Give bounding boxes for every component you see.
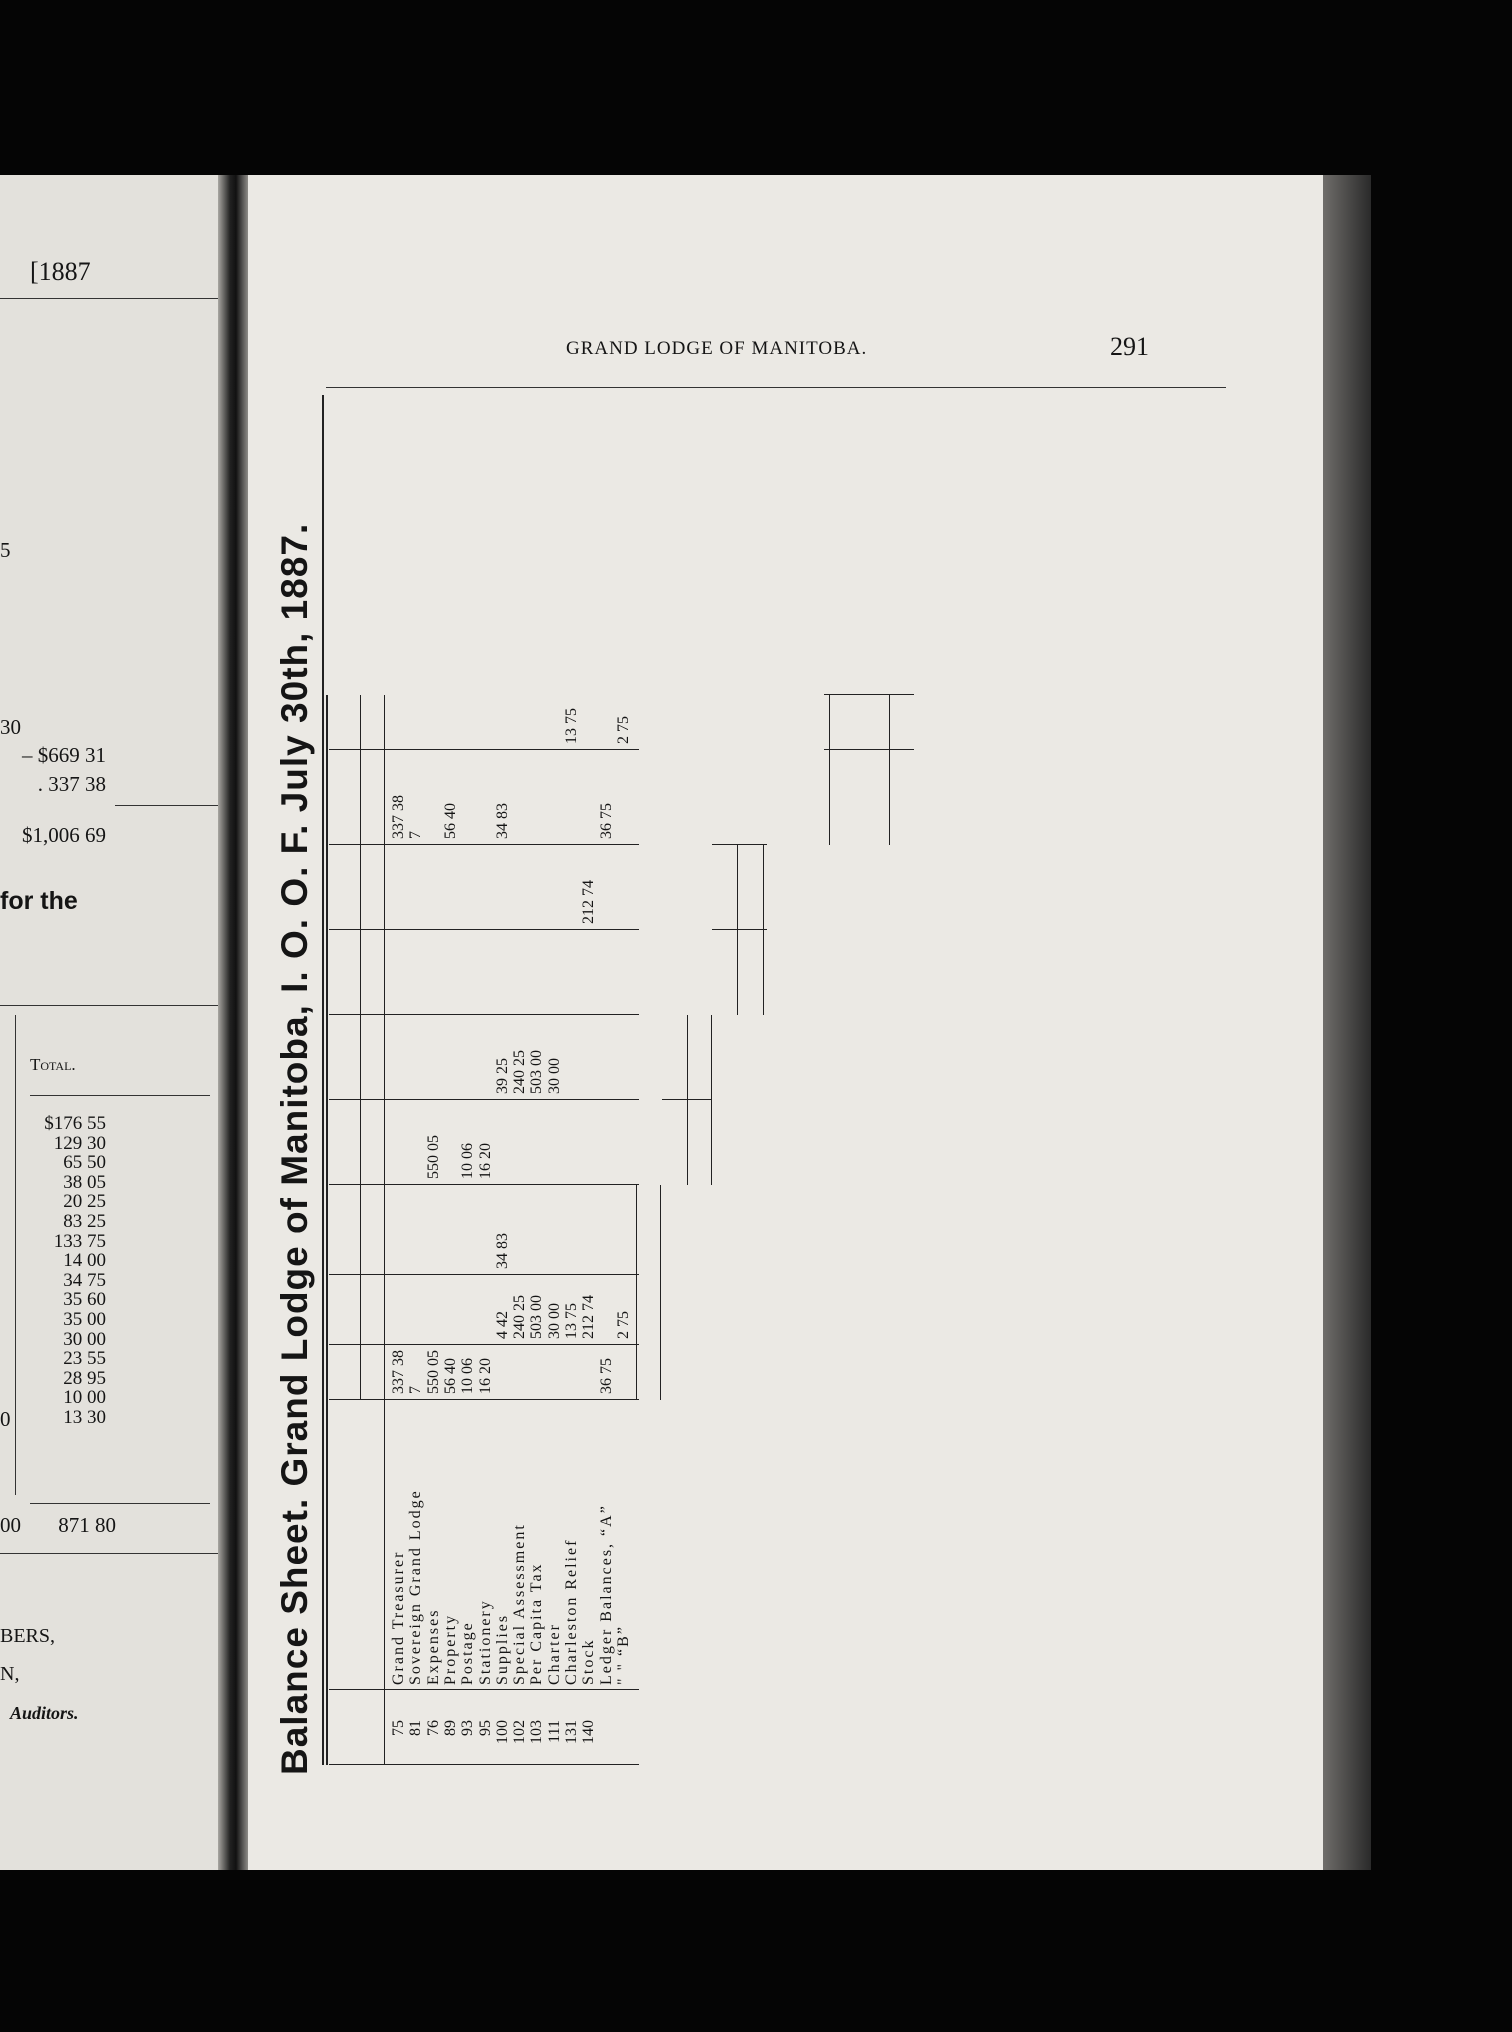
row-fol: 100	[493, 1720, 511, 1744]
total-rule	[763, 845, 764, 1015]
left-total-value: 133 75	[53, 1230, 106, 1252]
row-fol: 89	[441, 1720, 459, 1736]
row-amount: 240 25	[511, 1050, 529, 1094]
title-rule	[322, 395, 324, 1765]
row-amount: 240 25	[511, 1295, 529, 1339]
balance-sheet	[274, 395, 1034, 1775]
page-edge-shadow	[1323, 175, 1371, 1870]
table-vrule	[329, 749, 639, 750]
total-rule	[829, 695, 830, 845]
row-account-name: Ledger Balances, “A”	[597, 1504, 615, 1685]
total-rule	[687, 1015, 688, 1185]
row-amount: 337 38	[390, 795, 407, 839]
left-for-the: for the	[0, 887, 78, 915]
table-vrule	[329, 1689, 639, 1690]
table-vrule	[329, 1399, 639, 1400]
header-subrule	[360, 695, 361, 1400]
right-page	[248, 175, 1323, 1870]
row-amount: 10 06	[459, 1358, 477, 1394]
left-total-value: 10 00	[63, 1387, 106, 1409]
row-account-name: " " “B”	[614, 1625, 632, 1685]
row-amount: 550 05	[424, 1135, 442, 1179]
table-vrule	[329, 844, 639, 845]
row-account-name: Supplies	[493, 1613, 511, 1685]
row-amount: 2 75	[614, 1311, 632, 1339]
balance-sheet-rotated	[274, 395, 1034, 1775]
row-account-name: Expenses	[424, 1608, 442, 1685]
table-vrule	[329, 1014, 639, 1015]
row-amount: 7	[407, 831, 425, 839]
row-amount: 30 00	[545, 1058, 563, 1094]
left-rule	[30, 1095, 210, 1096]
row-amount: 13 75	[563, 1303, 580, 1339]
row-amount: 36 75	[597, 1358, 615, 1394]
left-total-value: 65 50	[63, 1152, 106, 1174]
left-signature: BERS,	[0, 1625, 56, 1647]
left-frag: 5	[0, 538, 11, 562]
row-fol: 102	[511, 1720, 529, 1744]
left-vrule	[15, 1015, 16, 1495]
left-rule	[0, 298, 218, 299]
left-total-value: 14 00	[63, 1250, 106, 1272]
left-total-value: 20 25	[63, 1191, 106, 1213]
left-rule	[30, 1503, 210, 1504]
left-total-header: Total.	[30, 1055, 76, 1074]
left-auditors: Auditors.	[10, 1703, 79, 1723]
table-vrule	[329, 1274, 639, 1275]
row-amount: 2 75	[614, 716, 632, 744]
row-fol: 95	[476, 1720, 494, 1736]
left-rule	[0, 1005, 218, 1006]
row-amount: 34 83	[493, 803, 511, 839]
total-rule	[636, 1185, 637, 1400]
row-account-name: Stock	[580, 1638, 598, 1685]
row-account-name: Special Assessment	[511, 1523, 529, 1685]
row-account-name: Postage	[459, 1621, 477, 1685]
table-vrule	[329, 1099, 639, 1100]
left-signature: N,	[0, 1663, 20, 1685]
header-rule	[326, 387, 1226, 388]
row-amount: 7	[407, 1386, 425, 1394]
row-amount: 16 20	[476, 1358, 494, 1394]
left-total-value: 23 55	[63, 1348, 106, 1370]
left-sum-b: . 337 38	[37, 772, 106, 796]
table-vrule	[824, 749, 914, 750]
row-amount: 56 40	[441, 1358, 459, 1394]
left-total-value: 35 60	[63, 1289, 106, 1311]
row-amount: 30 00	[545, 1303, 563, 1339]
row-fol: 131	[563, 1720, 580, 1744]
row-fol: 111	[545, 1720, 563, 1743]
header-rule	[384, 695, 385, 1765]
left-total-value: 129 30	[53, 1132, 106, 1154]
row-fol: 93	[459, 1720, 477, 1736]
left-total-value: 34 75	[63, 1269, 106, 1291]
left-frag: 30	[0, 715, 21, 739]
row-fol: 140	[580, 1720, 598, 1744]
row-amount: 503 00	[528, 1295, 546, 1339]
left-grand-total: 871 80	[58, 1513, 116, 1537]
row-amount: 34 83	[493, 1233, 511, 1269]
left-total-value: 38 05	[63, 1171, 106, 1193]
left-frag: 00	[0, 1513, 21, 1537]
row-account-name: Charleston Relief	[563, 1538, 580, 1685]
left-sum-a: – $669 31	[22, 743, 106, 767]
row-amount: 13 75	[563, 708, 580, 744]
row-amount: 550 05	[424, 1350, 442, 1394]
left-page-year: [1887	[30, 257, 91, 286]
left-total-value: 13 30	[63, 1407, 106, 1428]
page-gutter	[218, 175, 248, 1870]
table-vrule	[712, 929, 767, 930]
row-account-name: Charter	[545, 1623, 563, 1685]
row-amount: 56 40	[441, 803, 459, 839]
table-vrule	[329, 1184, 639, 1185]
row-amount: 16 20	[476, 1143, 494, 1179]
row-amount: 36 75	[597, 803, 615, 839]
row-account-name: Stationery	[476, 1599, 494, 1685]
page-number: 291	[1110, 332, 1149, 361]
left-sum-total: $1,006 69	[22, 823, 106, 847]
table-vrule	[329, 1764, 639, 1765]
table-vrule	[329, 929, 639, 930]
table-vrule	[329, 1344, 639, 1345]
row-amount: 10 06	[459, 1143, 477, 1179]
left-total-value: 35 00	[63, 1309, 106, 1330]
row-fol: 76	[424, 1720, 442, 1736]
row-account-name: Grand Treasurer	[390, 1550, 407, 1685]
row-amount: 212 74	[580, 1295, 598, 1339]
row-amount: 4 42	[493, 1311, 511, 1339]
row-amount: 503 00	[528, 1050, 546, 1094]
left-rule	[115, 805, 218, 806]
left-rule	[0, 1553, 218, 1554]
left-total-value: 28 95	[63, 1367, 106, 1389]
total-rule	[660, 1185, 661, 1400]
total-rule	[711, 1015, 712, 1185]
total-rule	[889, 695, 890, 845]
running-header: GRAND LODGE OF MANITOBA.	[566, 338, 868, 359]
left-page	[0, 175, 218, 1870]
row-fol: 81	[407, 1720, 425, 1736]
row-account-name: Property	[441, 1613, 459, 1685]
row-amount: 39 25	[493, 1058, 511, 1094]
left-frag: 0	[0, 1407, 11, 1431]
total-rule	[737, 845, 738, 1015]
table-vrule	[712, 844, 767, 845]
title-rule	[326, 695, 328, 1765]
row-amount: 212 74	[580, 880, 598, 924]
left-total-value: $176 55	[44, 1113, 106, 1134]
table-vrule	[662, 1099, 712, 1100]
row-amount: 337 38	[390, 1350, 407, 1394]
row-fol: 75	[390, 1720, 407, 1736]
balance-sheet-title: Balance Sheet. Grand Lodge of Manitoba, I. O. O. F. July 30th, 1887.	[274, 522, 315, 1775]
left-total-value: 83 25	[63, 1211, 106, 1232]
row-fol: 103	[528, 1720, 546, 1744]
table-vrule	[824, 694, 914, 695]
left-total-value: 30 00	[63, 1328, 106, 1350]
row-account-name: Per Capita Tax	[528, 1562, 546, 1685]
row-account-name: Sovereign Grand Lodge	[407, 1489, 425, 1685]
